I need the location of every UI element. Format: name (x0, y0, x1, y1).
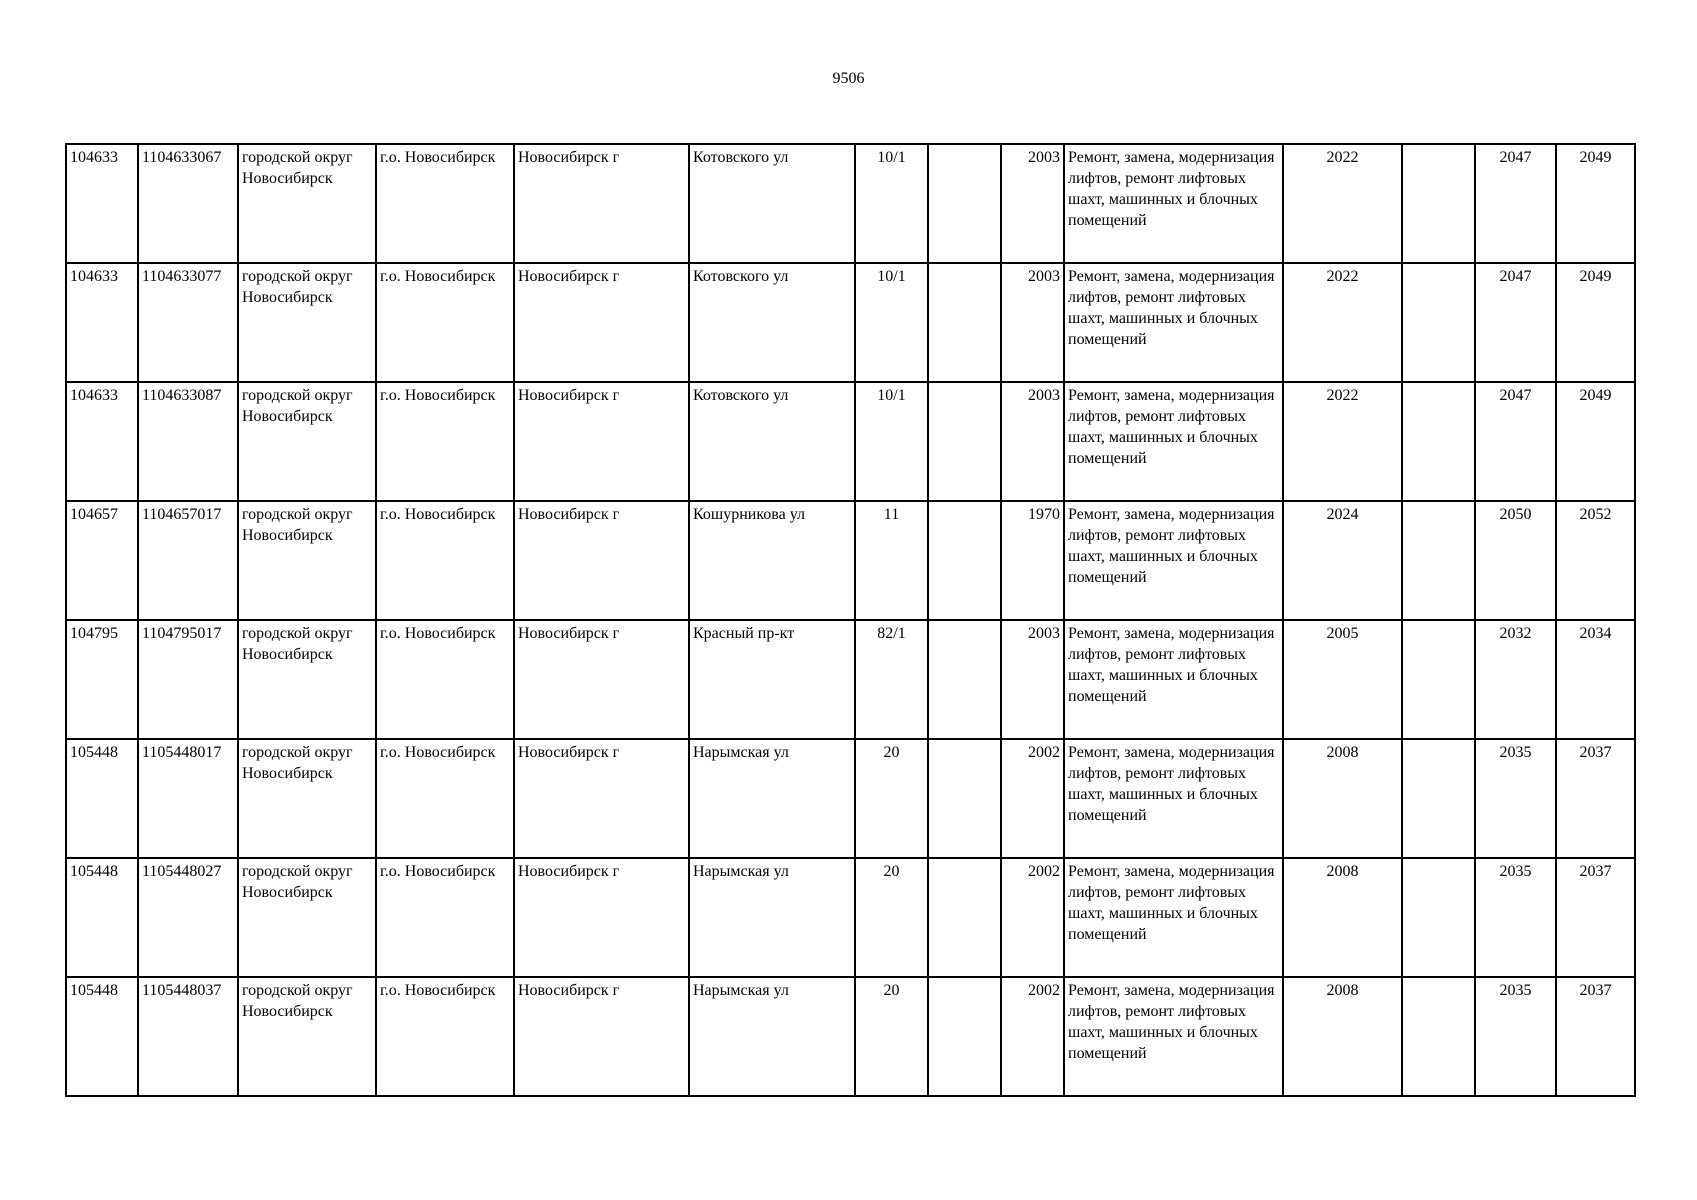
cell-municipality: г.о. Новосибирск (376, 263, 514, 382)
cell-house: 20 (855, 977, 928, 1096)
cell-plan-from: 2035 (1475, 977, 1556, 1096)
cell-plan-from: 2035 (1475, 858, 1556, 977)
cell-settlement: Новосибирск г (514, 501, 689, 620)
cell-extra (928, 739, 1001, 858)
cell-id: 105448 (66, 739, 138, 858)
cell-plan-from: 2035 (1475, 739, 1556, 858)
cell-empty (1402, 858, 1475, 977)
cell-year-built: 2003 (1001, 263, 1064, 382)
cell-house: 10/1 (855, 263, 928, 382)
cell-last-repair: 2008 (1283, 858, 1402, 977)
table-row (66, 263, 1635, 382)
cell-last-repair: 2005 (1283, 620, 1402, 739)
cell-empty (1402, 144, 1475, 263)
cell-work-type: Ремонт, замена, модернизация лифтов, ремонт лифтовых шахт, машинных и блочных помещений (1064, 382, 1283, 501)
cell-extra (928, 501, 1001, 620)
cell-settlement: Новосибирск г (514, 977, 689, 1096)
cell-id: 104633 (66, 263, 138, 382)
cell-house: 10/1 (855, 382, 928, 501)
cell-settlement: Новосибирск г (514, 382, 689, 501)
cell-municipality: г.о. Новосибирск (376, 501, 514, 620)
cell-id: 104657 (66, 501, 138, 620)
cell-year-built: 2003 (1001, 382, 1064, 501)
cell-municipality: г.о. Новосибирск (376, 739, 514, 858)
cell-plan-from: 2047 (1475, 382, 1556, 501)
cell-work-type: Ремонт, замена, модернизация лифтов, ремонт лифтовых шахт, машинных и блочных помещений (1064, 858, 1283, 977)
cell-district: городской округ Новосибирск (238, 620, 376, 739)
cell-street: Котовского ул (689, 382, 855, 501)
registry-table-body (66, 144, 1635, 1096)
cell-code: 1104633077 (138, 263, 238, 382)
cell-street: Котовского ул (689, 144, 855, 263)
cell-settlement: Новосибирск г (514, 620, 689, 739)
page-number: 9506 (832, 70, 865, 87)
cell-year-built: 1970 (1001, 501, 1064, 620)
cell-work-type: Ремонт, замена, модернизация лифтов, ремонт лифтовых шахт, машинных и блочных помещений (1064, 620, 1283, 739)
cell-municipality: г.о. Новосибирск (376, 144, 514, 263)
cell-work-type: Ремонт, замена, модернизация лифтов, ремонт лифтовых шахт, машинных и блочных помещений (1064, 739, 1283, 858)
cell-municipality: г.о. Новосибирск (376, 977, 514, 1096)
cell-code: 1104657017 (138, 501, 238, 620)
cell-plan-from: 2047 (1475, 263, 1556, 382)
cell-extra (928, 144, 1001, 263)
cell-extra (928, 858, 1001, 977)
cell-extra (928, 263, 1001, 382)
cell-empty (1402, 501, 1475, 620)
cell-code: 1104633087 (138, 382, 238, 501)
cell-id: 104795 (66, 620, 138, 739)
cell-extra (928, 620, 1001, 739)
cell-settlement: Новосибирск г (514, 263, 689, 382)
cell-work-type: Ремонт, замена, модернизация лифтов, ремонт лифтовых шахт, машинных и блочных помещений (1064, 144, 1283, 263)
cell-settlement: Новосибирск г (514, 858, 689, 977)
cell-last-repair: 2022 (1283, 263, 1402, 382)
cell-plan-to: 2037 (1556, 977, 1635, 1096)
cell-last-repair: 2022 (1283, 144, 1402, 263)
cell-plan-to: 2037 (1556, 739, 1635, 858)
cell-district: городской округ Новосибирск (238, 144, 376, 263)
cell-street: Нарымская ул (689, 739, 855, 858)
cell-district: городской округ Новосибирск (238, 501, 376, 620)
cell-plan-to: 2052 (1556, 501, 1635, 620)
registry-table (65, 143, 1636, 1097)
cell-district: городской округ Новосибирск (238, 382, 376, 501)
cell-district: городской округ Новосибирск (238, 739, 376, 858)
table-row (66, 382, 1635, 501)
cell-work-type: Ремонт, замена, модернизация лифтов, ремонт лифтовых шахт, машинных и блочных помещений (1064, 501, 1283, 620)
cell-street: Кошурникова ул (689, 501, 855, 620)
cell-year-built: 2003 (1001, 620, 1064, 739)
cell-id: 104633 (66, 144, 138, 263)
cell-empty (1402, 977, 1475, 1096)
cell-plan-to: 2049 (1556, 382, 1635, 501)
table-row (66, 501, 1635, 620)
cell-plan-from: 2047 (1475, 144, 1556, 263)
cell-plan-from: 2032 (1475, 620, 1556, 739)
cell-code: 1105448027 (138, 858, 238, 977)
cell-plan-from: 2050 (1475, 501, 1556, 620)
cell-plan-to: 2034 (1556, 620, 1635, 739)
cell-settlement: Новосибирск г (514, 739, 689, 858)
cell-last-repair: 2008 (1283, 977, 1402, 1096)
cell-street: Красный пр-кт (689, 620, 855, 739)
cell-municipality: г.о. Новосибирск (376, 382, 514, 501)
cell-code: 1105448017 (138, 739, 238, 858)
cell-street: Нарымская ул (689, 977, 855, 1096)
cell-house: 20 (855, 739, 928, 858)
cell-district: городской округ Новосибирск (238, 263, 376, 382)
cell-code: 1105448037 (138, 977, 238, 1096)
cell-district: городской округ Новосибирск (238, 858, 376, 977)
cell-empty (1402, 739, 1475, 858)
table-row (66, 144, 1635, 263)
cell-id: 104633 (66, 382, 138, 501)
cell-last-repair: 2024 (1283, 501, 1402, 620)
cell-municipality: г.о. Новосибирск (376, 858, 514, 977)
cell-code: 1104795017 (138, 620, 238, 739)
cell-year-built: 2003 (1001, 144, 1064, 263)
cell-settlement: Новосибирск г (514, 144, 689, 263)
cell-street: Котовского ул (689, 263, 855, 382)
cell-code: 1104633067 (138, 144, 238, 263)
cell-work-type: Ремонт, замена, модернизация лифтов, ремонт лифтовых шахт, машинных и блочных помещений (1064, 977, 1283, 1096)
cell-district: городской округ Новосибирск (238, 977, 376, 1096)
cell-empty (1402, 263, 1475, 382)
cell-extra (928, 382, 1001, 501)
cell-municipality: г.о. Новосибирск (376, 620, 514, 739)
cell-year-built: 2002 (1001, 977, 1064, 1096)
cell-house: 82/1 (855, 620, 928, 739)
cell-house: 10/1 (855, 144, 928, 263)
table-row (66, 858, 1635, 977)
cell-plan-to: 2037 (1556, 858, 1635, 977)
cell-extra (928, 977, 1001, 1096)
cell-street: Нарымская ул (689, 858, 855, 977)
table-row (66, 739, 1635, 858)
table-row (66, 977, 1635, 1096)
cell-id: 105448 (66, 977, 138, 1096)
cell-house: 11 (855, 501, 928, 620)
table-row (66, 620, 1635, 739)
cell-last-repair: 2022 (1283, 382, 1402, 501)
cell-plan-to: 2049 (1556, 263, 1635, 382)
cell-id: 105448 (66, 858, 138, 977)
cell-year-built: 2002 (1001, 739, 1064, 858)
cell-house: 20 (855, 858, 928, 977)
cell-plan-to: 2049 (1556, 144, 1635, 263)
cell-empty (1402, 620, 1475, 739)
cell-last-repair: 2008 (1283, 739, 1402, 858)
cell-empty (1402, 382, 1475, 501)
cell-work-type: Ремонт, замена, модернизация лифтов, ремонт лифтовых шахт, машинных и блочных помещений (1064, 263, 1283, 382)
cell-year-built: 2002 (1001, 858, 1064, 977)
